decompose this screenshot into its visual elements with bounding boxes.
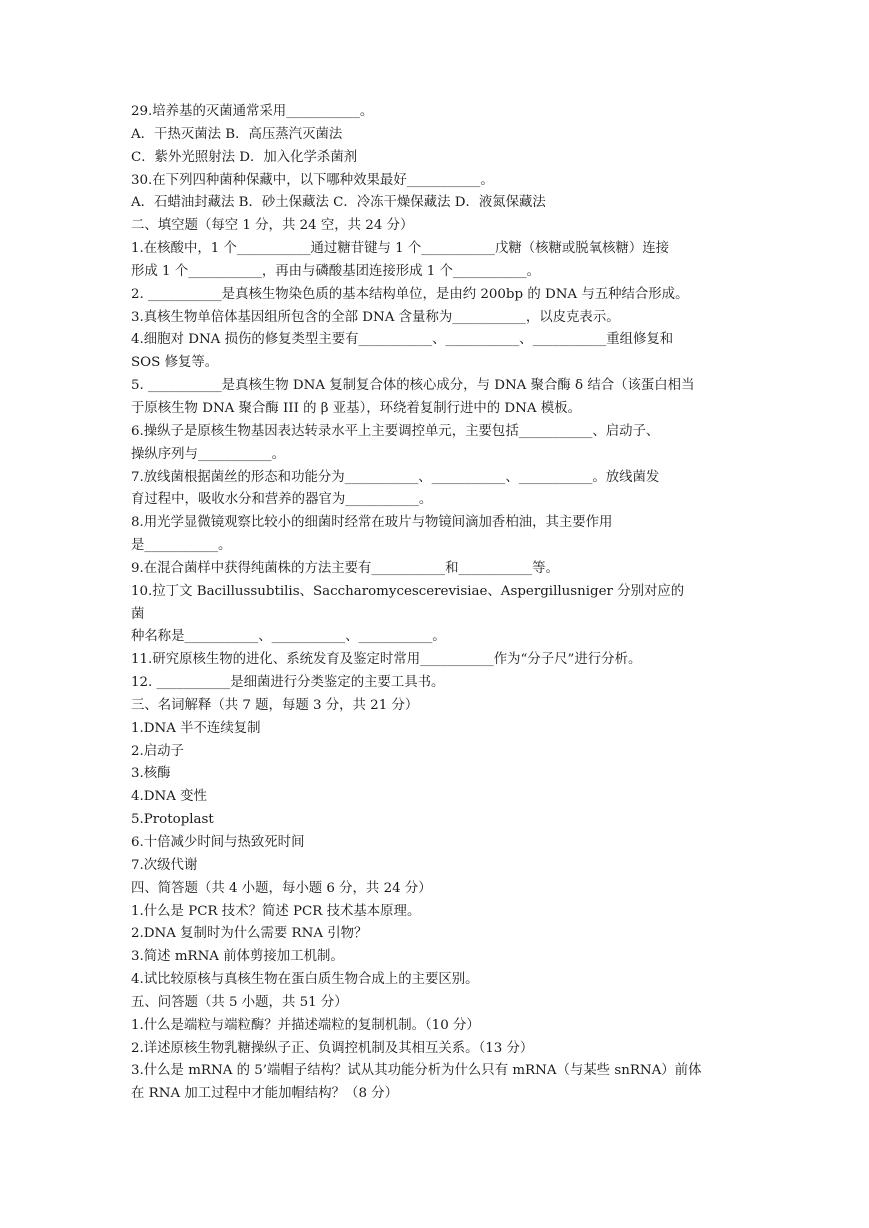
text-line: 1.DNA 半不连续复制 xyxy=(131,720,261,736)
text-line: 2. ___________是真核生物染色质的基本结构单位，是由约 200bp 的 DNA 与五种结合形成。 xyxy=(131,286,689,302)
text-line: 6.操纵子是原核生物基因表达转录水平上主要调控单元，主要包括___________、启动子、 xyxy=(131,423,660,439)
text-line: 操纵序列与___________。 xyxy=(131,446,285,462)
text-line: 29.培养基的灭菌通常采用___________。 xyxy=(131,104,374,119)
text-line: 4.DNA 变性 xyxy=(131,789,207,805)
text-line: 4.试比较原核与真核生物在蛋白质生物合成上的主要区别。 xyxy=(131,972,479,988)
text-line: 育过程中，吸收水分和营养的器官为___________。 xyxy=(131,492,433,508)
text-line: 菌 xyxy=(131,606,145,622)
text-line: 10.拉丁文 Bacillussubtilis、Saccharomycescerevisiae、Aspergillusniger 分别对应的 xyxy=(131,583,685,599)
section-heading: 二、填空题（每空 1 分，共 24 空，共 24 分） xyxy=(131,218,414,234)
text-line: 12. ___________是细菌进行分类鉴定的主要工具书。 xyxy=(131,675,445,691)
text-line: 7.次级代谢 xyxy=(131,857,198,873)
text-line: 3.核酶 xyxy=(131,766,171,782)
text-line: 形成 1 个___________，再由与磷酸基团连接形成 1 个___________。 xyxy=(131,263,541,279)
text-line: 在 RNA 加工过程中才能加帽结构？（8 分） xyxy=(131,1086,399,1102)
text-line: 7.放线菌根据菌丝的形态和功能分为___________、___________、___________。放线菌发 xyxy=(131,469,660,485)
text-line: 4.细胞对 DNA 损伤的修复类型主要有___________、___________、___________重组修复和 xyxy=(131,332,674,348)
text-line: 6.十倍减少时间与热致死时间 xyxy=(131,835,305,850)
text-line: 1.什么是端粒与端粒酶？并描述端粒的复制机制。（10 分） xyxy=(131,1017,480,1033)
text-line: 9.在混合菌样中获得纯菌株的方法主要有___________和___________等。 xyxy=(131,560,559,576)
document-page xyxy=(131,101,741,1106)
text-line: 5. ___________是真核生物 DNA 复制复合体的核心成分，与 DNA 聚合酶 δ 结合（该蛋白相当 xyxy=(131,378,695,394)
text-line: 2.详述原核生物乳糖操纵子正、负调控机制及其相互关系。（13 分） xyxy=(131,1040,534,1056)
text-line: 30.在下列四种菌种保藏中，以下哪种效果最好___________。 xyxy=(131,172,494,188)
text-line: 3.真核生物单倍体基因组所包含的全部 DNA 含量称为___________，以皮克表示。 xyxy=(131,309,620,325)
text-line: A．干热灭菌法 B．高压蒸汽灭菌法 xyxy=(131,126,343,142)
section-heading: 四、简答题（共 4 小题，每小题 6 分，共 24 分） xyxy=(131,880,432,896)
text-line: 2.DNA 复制时为什么需要 RNA 引物？ xyxy=(131,926,368,942)
text-line: SOS 修复等。 xyxy=(131,355,219,371)
text-line: 是___________。 xyxy=(131,538,232,554)
text-line: 3.什么是 mRNA 的 5’端帽子结构？试从其功能分析为什么只有 mRNA（与某些 snRNA）前体 xyxy=(131,1063,702,1079)
section-heading: 三、名词解释（共 7 题，每题 3 分，共 21 分） xyxy=(131,697,419,713)
text-line: A．石蜡油封藏法 B．砂土保藏法 C．冷冻干燥保藏法 D．液氮保藏法 xyxy=(131,195,546,211)
text-line: 于原核生物 DNA 聚合酶 III 的 β 亚基），环绕着复制行进中的 DNA 模板。 xyxy=(131,400,581,416)
text-line: 3.简述 mRNA 前体剪接加工机制。 xyxy=(131,949,344,965)
text-line: 种名称是___________、___________、___________。 xyxy=(131,629,446,645)
text-line: 2.启动子 xyxy=(131,743,184,759)
text-line: C．紫外光照射法 D．加入化学杀菌剂 xyxy=(131,149,358,165)
section-heading: 五、问答题（共 5 小题，共 51 分） xyxy=(131,994,348,1010)
text-line: 1.在核酸中，1 个___________通过糖苷键与 1 个___________戊糖（核糖或脱氧核糖）连接 xyxy=(131,241,670,257)
text-line: 1.什么是 PCR 技术？简述 PCR 技术基本原理。 xyxy=(131,903,421,919)
text-line: 5.Protoplast xyxy=(131,812,214,828)
text-line: 11.研究原核生物的进化、系统发育及鉴定时常用___________作为“分子尺”进行分析。 xyxy=(131,652,642,668)
text-line: 8.用光学显微镜观察比较小的细菌时经常在玻片与物镜间滴加香柏油，其主要作用 xyxy=(131,515,613,531)
